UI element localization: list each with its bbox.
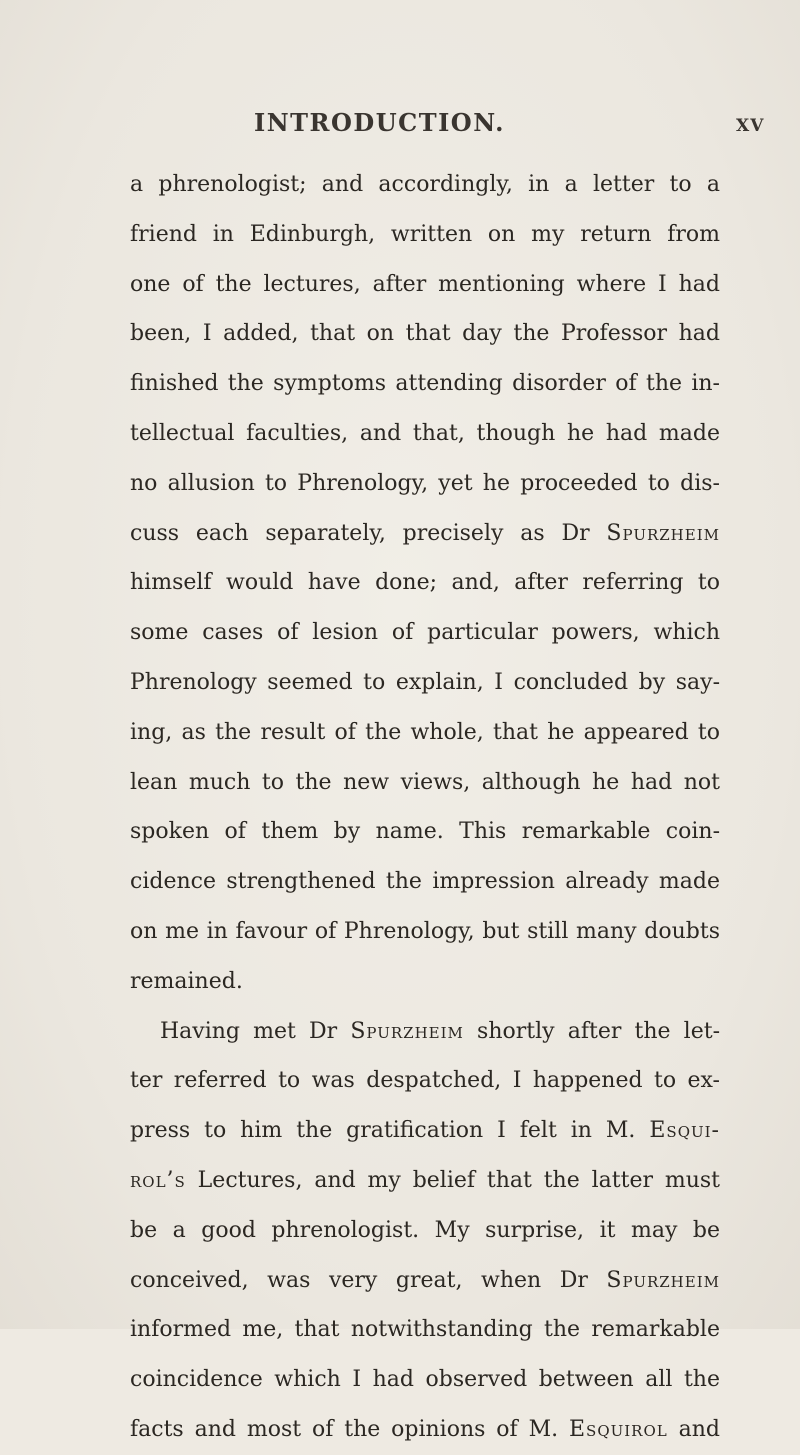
line-text: been, I added, that on that day the Professor had [130, 321, 720, 347]
line-text: informed me, that notwithstanding the remarkable [130, 1317, 720, 1343]
text-line [130, 1156, 720, 1206]
text-line [130, 957, 720, 1007]
running-head [0, 108, 800, 148]
text-line [130, 1056, 720, 1106]
text-line [130, 260, 720, 310]
text-line [130, 1106, 720, 1156]
small-caps-name: Spurzheim [606, 520, 720, 546]
text-line [130, 807, 720, 857]
running-head-title: INTRODUCTION. [254, 108, 505, 137]
line-text: no allusion to Phrenology, yet he proceeded to dis- [130, 470, 720, 496]
text-line [130, 857, 720, 907]
line-text: cuss each separately, precisely as Dr [130, 520, 607, 546]
line-text: be a good phrenologist. My surprise, it may be [130, 1217, 720, 1243]
line-text: lean much to the new views, although he had not [130, 769, 720, 795]
line-text: himself would have done; and, after referring to [130, 570, 720, 596]
text-line [130, 1405, 720, 1455]
line-text: coincidence which I had observed between all the [130, 1367, 720, 1393]
line-text: tellectual faculties, and that, though he had made [130, 420, 720, 446]
text-line [130, 459, 720, 509]
text-line [130, 1355, 720, 1405]
line-text: spoken of them by name. This remarkable coin- [130, 819, 720, 845]
text-line [130, 210, 720, 260]
text-line [130, 1256, 720, 1306]
text-line [130, 1007, 720, 1057]
line-text: friend in Edinburgh, written on my return from [130, 221, 720, 247]
line-text: ter referred to was despatched, I happened to ex- [130, 1068, 720, 1094]
line-text: cidence strengthened the impression already made [130, 869, 720, 895]
line-text: a phrenologist; and accordingly, in a letter to a [130, 172, 720, 197]
line-text: on me in favour of Phrenology, but still many doubts [130, 918, 720, 944]
small-caps-name: Spurzheim [606, 1267, 720, 1293]
line-text: Having met Dr [160, 1018, 351, 1044]
small-caps-name: Esqui- [649, 1118, 720, 1144]
text-line [130, 160, 720, 210]
text-line [130, 608, 720, 658]
line-text: shortly after the let- [463, 1018, 720, 1044]
text-line [130, 309, 720, 359]
text-line [130, 658, 720, 708]
text-line [130, 359, 720, 409]
line-text: one of the lectures, after mentioning where I had [130, 271, 720, 297]
text-line [130, 558, 720, 608]
text-line [130, 758, 720, 808]
line-text: remained. [130, 968, 243, 994]
text-line [130, 1305, 720, 1355]
small-caps-name: rol’s [130, 1167, 186, 1193]
text-line [130, 708, 720, 758]
text-line [130, 509, 720, 559]
line-text: and [667, 1416, 721, 1442]
line-text: some cases of lesion of particular powers, which [130, 620, 720, 646]
body-text [130, 160, 720, 1455]
line-text: Phrenology seemed to explain, I concluded by say- [130, 669, 720, 695]
line-text: press to him the gratification I felt in M. [130, 1118, 650, 1144]
line-text: finished the symptoms attending disorder of the in- [130, 371, 720, 397]
line-text: facts and most of the opinions of M. [130, 1416, 569, 1442]
page-number: xv [736, 108, 765, 137]
small-caps-name: Spurzheim [350, 1018, 464, 1044]
line-text: Lectures, and my belief that the latter must [185, 1167, 720, 1193]
text-line [130, 1206, 720, 1256]
text-line [130, 409, 720, 459]
small-caps-name: Esquirol [568, 1416, 668, 1442]
line-text: conceived, was very great, when Dr [130, 1267, 607, 1293]
line-text: ing, as the result of the whole, that he appeared to [130, 719, 720, 745]
text-line [130, 907, 720, 957]
